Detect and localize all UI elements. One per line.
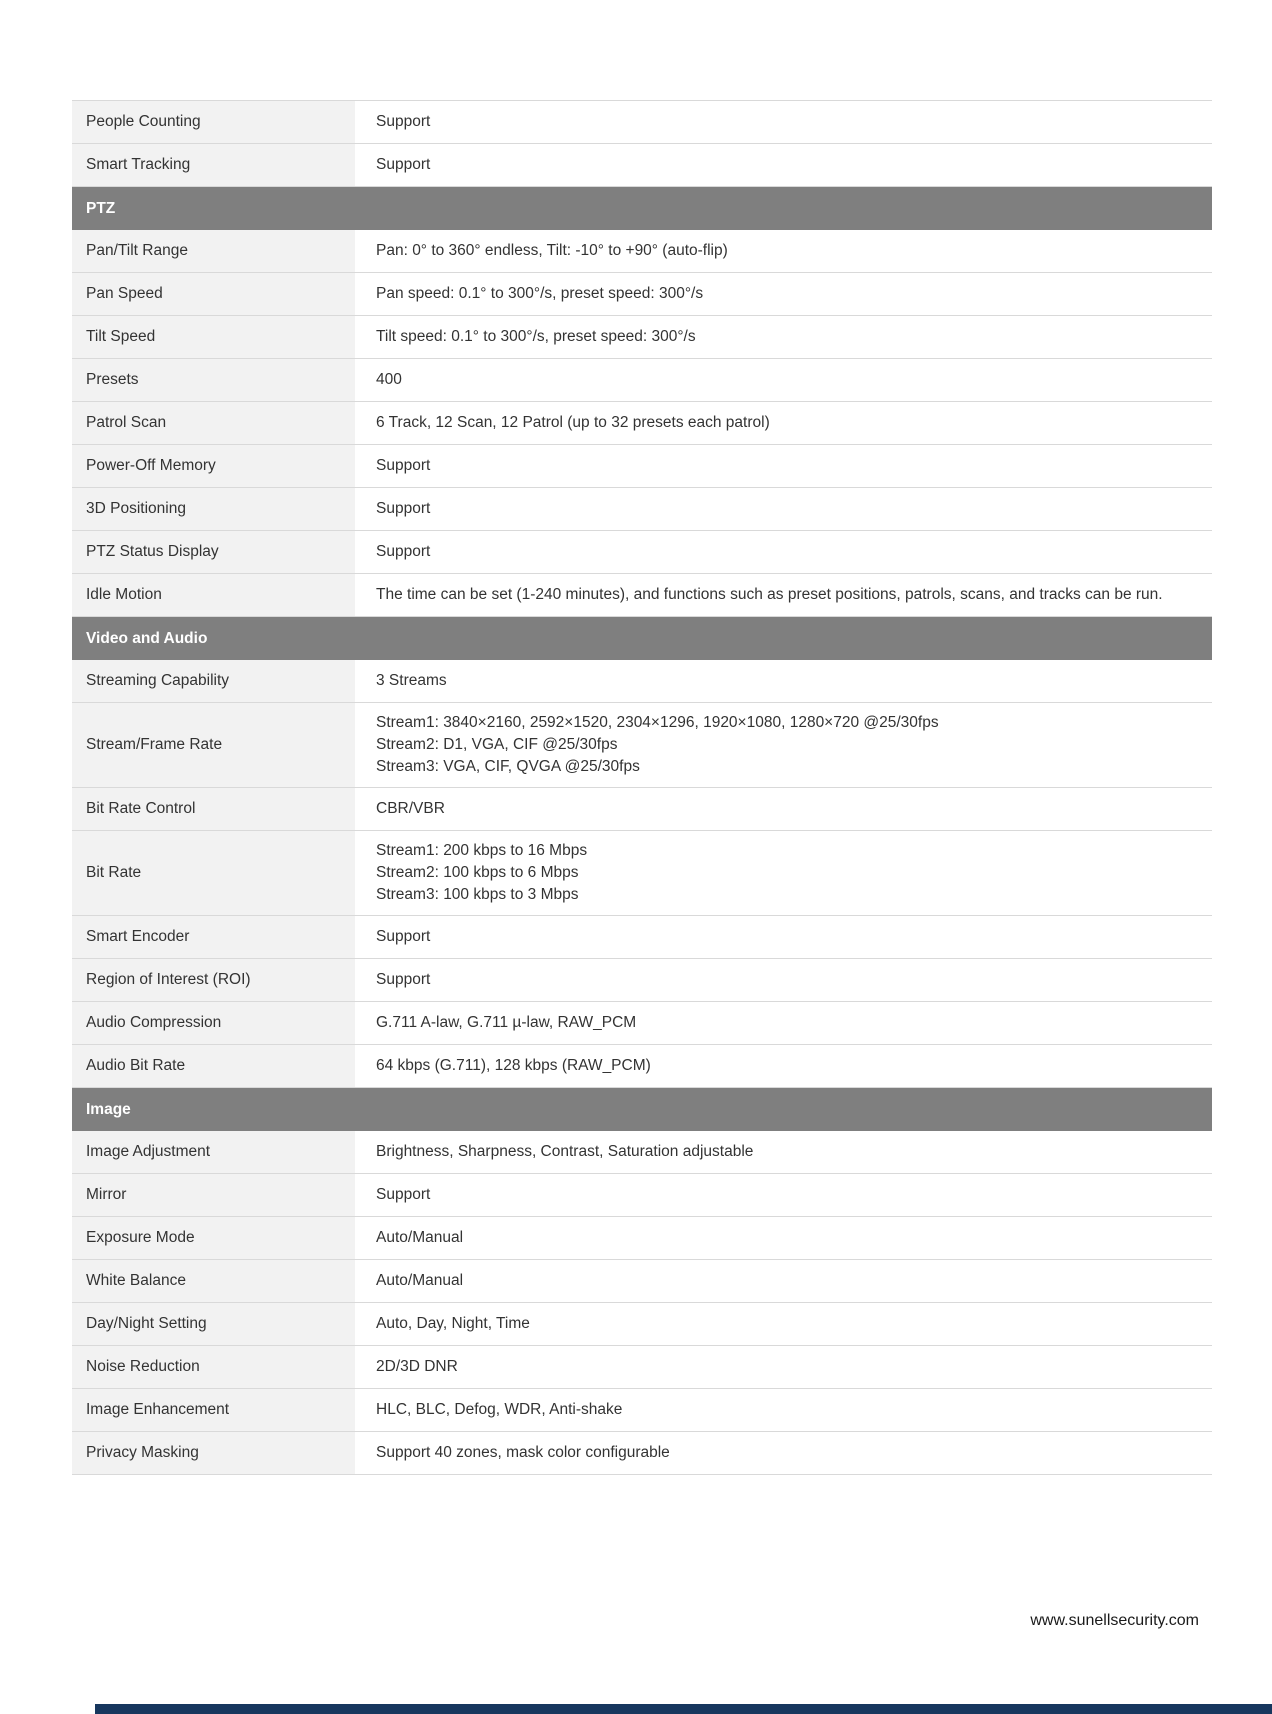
spec-value-cell: HLC, BLC, Defog, WDR, Anti-shake (357, 1389, 1212, 1431)
spec-value-line: Stream1: 3840×2160, 2592×1520, 2304×1296, 1920×1080, 1280×720 @25/30fps (376, 714, 939, 731)
spec-row (72, 831, 1212, 916)
spec-row (72, 660, 1212, 703)
section-header-row (72, 1088, 1212, 1131)
spec-row (72, 1260, 1212, 1303)
spec-value-cell: Auto/Manual (357, 1260, 1212, 1302)
spec-label-cell: Patrol Scan (72, 402, 357, 444)
spec-label-cell: PTZ Status Display (72, 531, 357, 573)
spec-label-cell: Bit Rate Control (72, 788, 357, 830)
spec-table (72, 100, 1212, 1475)
spec-label-cell: Image Enhancement (72, 1389, 357, 1431)
spec-label-cell: People Counting (72, 101, 357, 143)
spec-label-cell: Audio Compression (72, 1002, 357, 1044)
spec-value-cell: Support (357, 101, 1212, 143)
spec-value-cell: Support (357, 959, 1212, 1001)
spec-row (72, 1217, 1212, 1260)
spec-value-cell: Pan speed: 0.1° to 300°/s, preset speed: 300°/s (357, 273, 1212, 315)
spec-value-cell: The time can be set (1-240 minutes), and functions such as preset positions, patrols, scans, and tracks can be run. (357, 574, 1212, 616)
spec-value-cell: Support (357, 1174, 1212, 1216)
spec-label-cell: Pan Speed (72, 273, 357, 315)
spec-value-cell: 64 kbps (G.711), 128 kbps (RAW_PCM) (357, 1045, 1212, 1087)
spec-value-cell: Support (357, 445, 1212, 487)
footer-url: www.sunellsecurity.com (1030, 1612, 1199, 1629)
spec-row (72, 1303, 1212, 1346)
spec-row (72, 531, 1212, 574)
spec-row (72, 359, 1212, 402)
section-header-row (72, 187, 1212, 230)
spec-row (72, 1432, 1212, 1475)
spec-label-cell: White Balance (72, 1260, 357, 1302)
spec-label-cell: 3D Positioning (72, 488, 357, 530)
spec-row (72, 1002, 1212, 1045)
spec-value-cell: Support (357, 144, 1212, 186)
spec-label-cell: Stream/Frame Rate (72, 703, 357, 787)
spec-label-cell: Idle Motion (72, 574, 357, 616)
spec-value-line: Stream2: 100 kbps to 6 Mbps (376, 864, 579, 881)
spec-value-line: Stream3: 100 kbps to 3 Mbps (376, 886, 579, 903)
spec-label-cell: Pan/Tilt Range (72, 230, 357, 272)
spec-row (72, 316, 1212, 359)
spec-label-cell: Streaming Capability (72, 660, 357, 702)
spec-value-cell: Brightness, Sharpness, Contrast, Saturation adjustable (357, 1131, 1212, 1173)
section-header-row (72, 617, 1212, 660)
spec-label-cell: Mirror (72, 1174, 357, 1216)
spec-label-cell: Power-Off Memory (72, 445, 357, 487)
spec-value-cell: Support 40 zones, mask color configurable (357, 1432, 1212, 1474)
spec-row (72, 574, 1212, 617)
spec-label-cell: Exposure Mode (72, 1217, 357, 1259)
spec-value-cell (357, 831, 1212, 915)
spec-value-line: Stream3: VGA, CIF, QVGA @25/30fps (376, 758, 640, 775)
spec-row (72, 916, 1212, 959)
page-bottom-bar (95, 1704, 1272, 1714)
section-title: PTZ (86, 199, 116, 217)
spec-value-cell: Pan: 0° to 360° endless, Tilt: -10° to +90° (auto-flip) (357, 230, 1212, 272)
spec-label-cell: Noise Reduction (72, 1346, 357, 1388)
spec-row (72, 959, 1212, 1002)
spec-row (72, 1131, 1212, 1174)
spec-label-cell: Image Adjustment (72, 1131, 357, 1173)
spec-value-cell (357, 703, 1212, 787)
spec-row (72, 1174, 1212, 1217)
spec-row (72, 402, 1212, 445)
spec-label-cell: Presets (72, 359, 357, 401)
spec-label-cell: Smart Encoder (72, 916, 357, 958)
spec-value-cell: G.711 A-law, G.711 µ-law, RAW_PCM (357, 1002, 1212, 1044)
spec-label-cell: Smart Tracking (72, 144, 357, 186)
spec-value-cell: 2D/3D DNR (357, 1346, 1212, 1388)
spec-value-cell: Auto/Manual (357, 1217, 1212, 1259)
spec-value-line: Stream2: D1, VGA, CIF @25/30fps (376, 736, 618, 753)
section-title: Video and Audio (86, 629, 208, 647)
spec-label-cell: Bit Rate (72, 831, 357, 915)
spec-value-cell: Support (357, 916, 1212, 958)
spec-value-cell: Auto, Day, Night, Time (357, 1303, 1212, 1345)
spec-row (72, 1389, 1212, 1432)
spec-value-line: Stream1: 200 kbps to 16 Mbps (376, 842, 588, 859)
spec-row (72, 788, 1212, 831)
spec-row (72, 101, 1212, 144)
spec-row (72, 230, 1212, 273)
spec-row (72, 488, 1212, 531)
spec-label-cell: Day/Night Setting (72, 1303, 357, 1345)
spec-value-cell: 6 Track, 12 Scan, 12 Patrol (up to 32 presets each patrol) (357, 402, 1212, 444)
spec-value-cell: CBR/VBR (357, 788, 1212, 830)
spec-label-cell: Audio Bit Rate (72, 1045, 357, 1087)
spec-row (72, 273, 1212, 316)
spec-value-cell: 3 Streams (357, 660, 1212, 702)
spec-value-cell: Support (357, 488, 1212, 530)
spec-row (72, 703, 1212, 788)
spec-label-cell: Region of Interest (ROI) (72, 959, 357, 1001)
section-title: Image (86, 1100, 131, 1118)
spec-value-cell: Tilt speed: 0.1° to 300°/s, preset speed: 300°/s (357, 316, 1212, 358)
spec-row (72, 1045, 1212, 1088)
spec-row (72, 1346, 1212, 1389)
spec-label-cell: Tilt Speed (72, 316, 357, 358)
spec-row (72, 144, 1212, 187)
spec-row (72, 445, 1212, 488)
spec-label-cell: Privacy Masking (72, 1432, 357, 1474)
spec-value-cell: 400 (357, 359, 1212, 401)
spec-value-cell: Support (357, 531, 1212, 573)
